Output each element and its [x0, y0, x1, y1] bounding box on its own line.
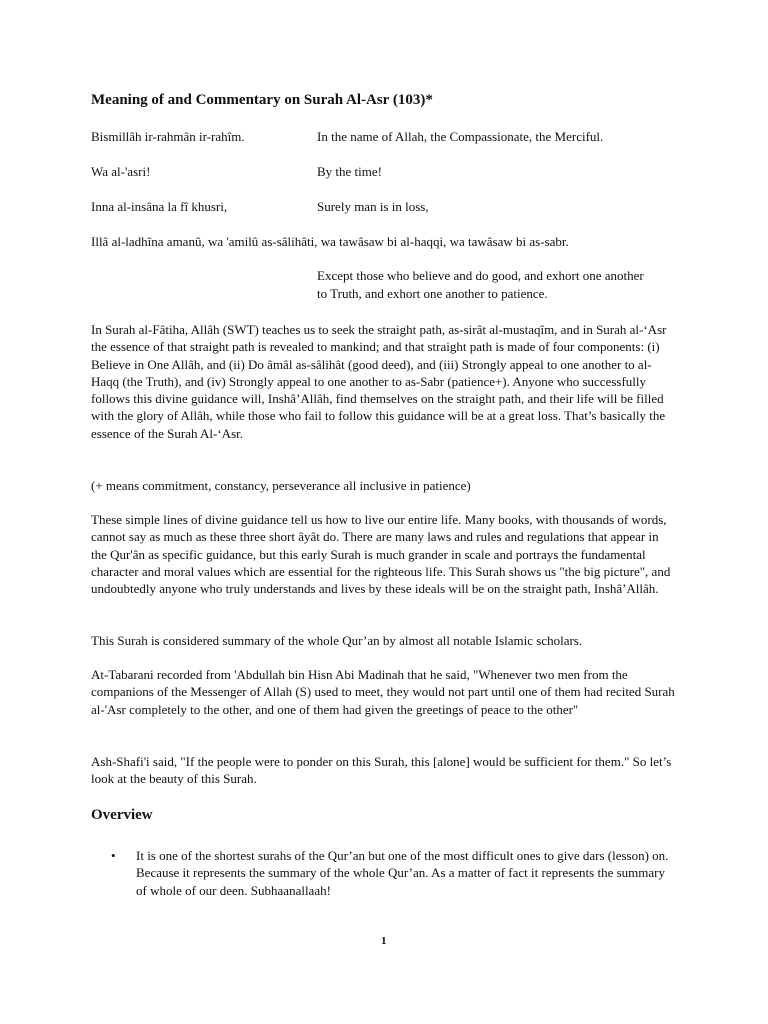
verse-4-translation: Except those who believe and do good, and exhort one another to Truth, and exhort one another to patience. [317, 268, 644, 301]
verse-transliteration: Wa al-'asri! [91, 164, 151, 179]
paragraph-footnote: (+ means commitment, constancy, perseverance all inclusive in patience) [91, 478, 471, 493]
paragraph-tabarani: At-Tabarani recorded from 'Abdullah bin Hisn Abi Madinah that he said, "Whenever two men from the companions of the Messenger of Allah (S) used to meet, they would not part until one of them had recited Surah al-'Asr completely to the other, and one of them had given the greetings of peace to the other" [91, 667, 675, 717]
paragraph-guidance: These simple lines of divine guidance tell us how to live our entire life. Many books, with thousands of words, cannot say as much as these three short âyât do. There are many laws and rules and regulations that appear in the Qur'ân as specific guidance, but this early Surah is much grander in scale and portrays the fundamental character and moral values which are essential for the righteous life. This Surah shows us "the big picture", and undoubtedly anyone who truly understands and lives by these ideals will be on the straight path, Inshâ’Allâh. [91, 512, 671, 597]
verse-translation: By the time! [317, 164, 382, 179]
overview-heading: Overview [91, 807, 153, 823]
page-number: 1 [381, 935, 387, 947]
document-title: Meaning of and Commentary on Surah Al-Asr (103)* [91, 92, 433, 108]
paragraph-shafii: Ash-Shafi'i said, "If the people were to ponder on this Surah, this [alone] would be sufficient for them." So let’s look at the beauty of this Surah. [91, 754, 672, 787]
list-item [111, 847, 673, 899]
bullet-icon: • [111, 848, 116, 863]
verse-4-transliteration: Illâ al-ladhîna amanû, wa 'amilû as-sâlihâti, wa tawâsaw bi al-haqqi, wa tawâsaw bi as-sabr. [91, 234, 569, 249]
verse-translation: In the name of Allah, the Compassionate, the Merciful. [317, 129, 604, 144]
list-item-text: It is one of the shortest surahs of the Qur’an but one of the most difficult ones to give dars (lesson) on. Because it represents the summary of the whole Qur’an. As a matter of fact it represents the summary of whole of our deen. Subhaanallaah! [136, 848, 669, 898]
verse-transliteration: Inna al-insâna la fî khusri, [91, 199, 228, 214]
paragraph-essence: In Surah al-Fâtiha, Allâh (SWT) teaches us to seek the straight path, as-sirât al-mustaqîm, and in Surah al-‘Asr the essence of that straight path is revealed to mankind; and that straight path is made of four components: (i) Believe in One Allâh, and (ii) Do âmâl as-sâlihât (good deed), and (iii) Strongly appeal to one another to al-Haqq (the Truth), and (iv) Strongly appeal to one another to as-Sabr (patience+). Anyone who successfully follows this divine guidance will, Inshâ’Allâh, find themselves on the straight path, and their life will be filled with the glory of Allâh, while those who fail to follow this guidance will be at a great loss. That’s basically the essence of the Surah Al-‘Asr. [91, 322, 667, 441]
paragraph-summary: This Surah is considered summary of the whole Qur’an by almost all notable Islamic scholars. [91, 633, 583, 648]
verse-translation: Surely man is in loss, [317, 199, 429, 214]
verse-transliteration: Bismillâh ir-rahmân ir-rahîm. [91, 129, 245, 144]
